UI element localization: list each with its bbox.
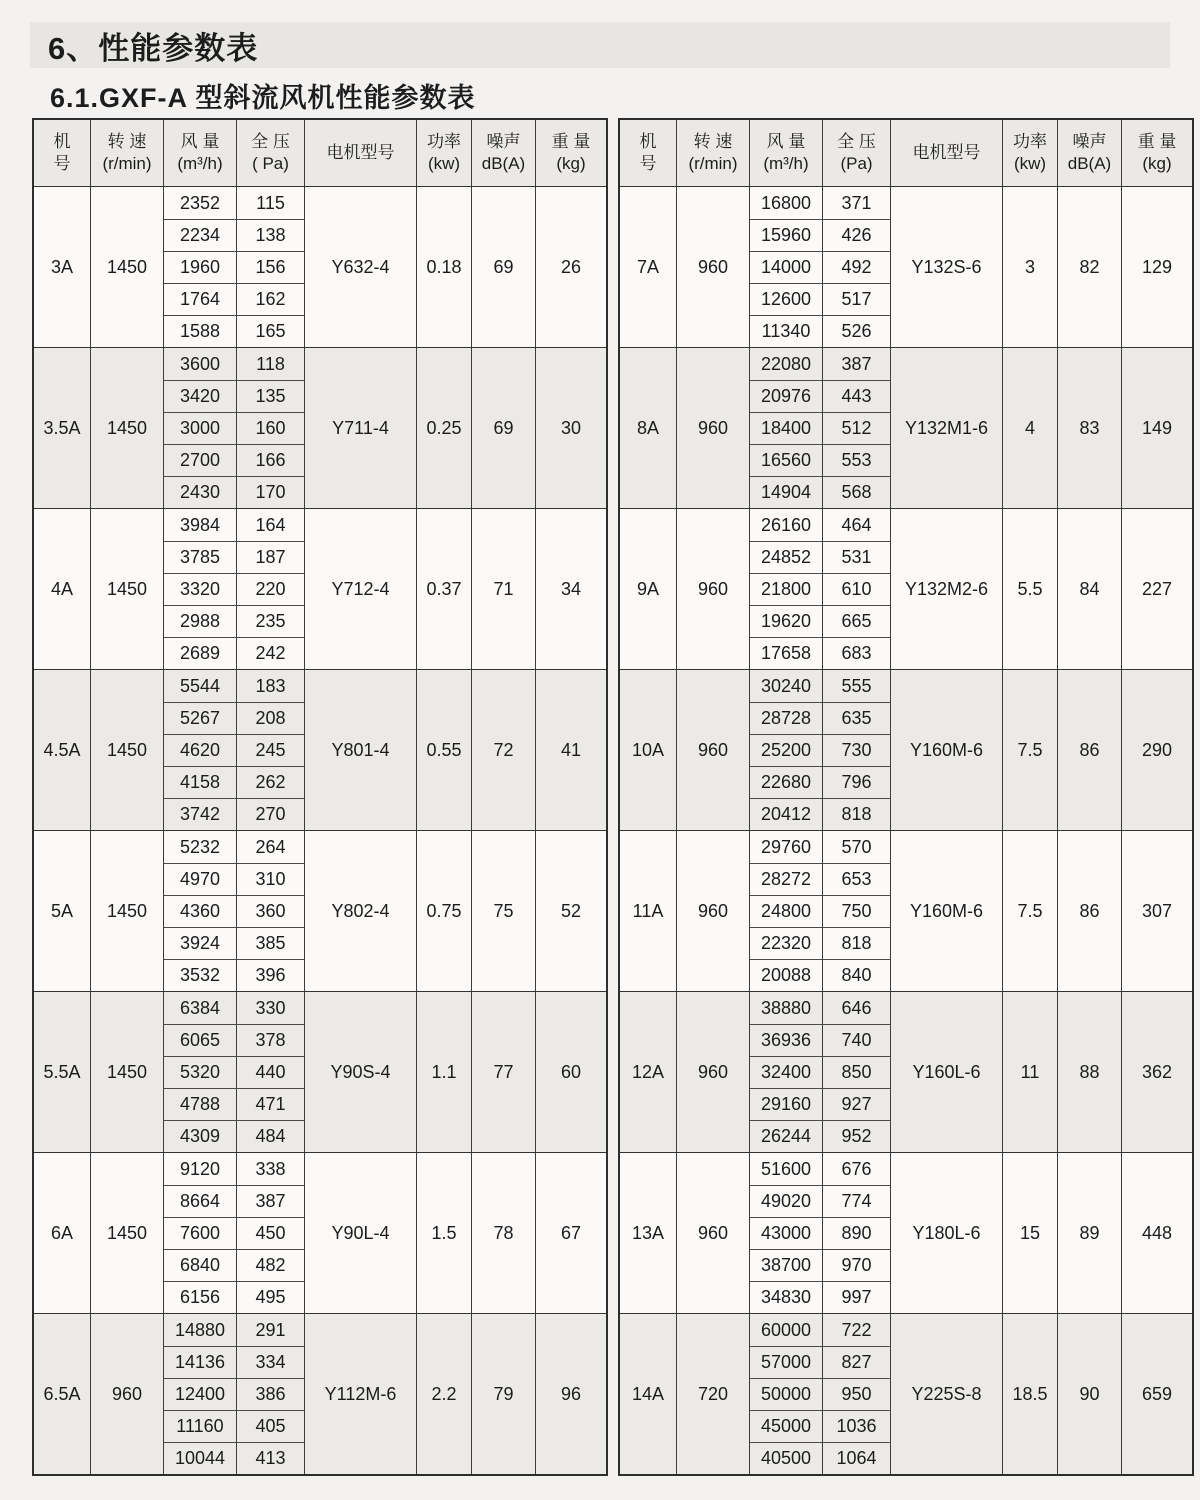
flow-cell: 3984: [164, 509, 237, 541]
pressure-cell: 264: [237, 831, 305, 863]
flow-cell: 11340: [750, 315, 823, 347]
flow-cell: 38700: [750, 1249, 823, 1281]
pressure-cell: 183: [237, 670, 305, 702]
flow-cell: 57000: [750, 1346, 823, 1378]
speed-cell: 1450: [91, 187, 164, 347]
noise-cell: 75: [472, 831, 536, 991]
pressure-cell: 827: [823, 1346, 891, 1378]
flow-cell: 4970: [164, 863, 237, 895]
flow-cell: 28728: [750, 702, 823, 734]
model-block-10A: [620, 669, 1192, 830]
pressure-cell: 338: [237, 1153, 305, 1185]
power-cell: 7.5: [1003, 670, 1058, 830]
motor-cell: Y712-4: [305, 509, 417, 669]
flow-cell: 34830: [750, 1281, 823, 1313]
noise-cell: 69: [472, 348, 536, 508]
speed-cell: 720: [677, 1314, 750, 1474]
flow-cell: 12400: [164, 1378, 237, 1410]
noise-cell: 71: [472, 509, 536, 669]
motor-cell: Y711-4: [305, 348, 417, 508]
power-cell: 0.25: [417, 348, 472, 508]
flow-cell: 9120: [164, 1153, 237, 1185]
pressure-cell: 387: [823, 348, 891, 380]
pressure-cell: 495: [237, 1281, 305, 1313]
model-cell: 6A: [34, 1153, 91, 1313]
weight-cell: 227: [1141, 578, 1173, 599]
motor-cell: Y160M-6: [891, 831, 1003, 991]
model-cell: 11A: [620, 831, 677, 991]
speed-cell: 960: [677, 670, 750, 830]
pressure-cell: 386: [237, 1378, 305, 1410]
model-cell: 6.5A: [34, 1314, 91, 1474]
pressure-cell: 385: [237, 927, 305, 959]
weight-cell: 34: [560, 578, 582, 599]
noise-cell: 79: [472, 1314, 536, 1474]
pressure-cell: 450: [237, 1217, 305, 1249]
flow-cell: 19620: [750, 605, 823, 637]
performance-table-left: [32, 118, 608, 1476]
speed-cell: 1450: [91, 670, 164, 830]
flow-cell: 3600: [164, 348, 237, 380]
model-cell: 3.5A: [34, 348, 91, 508]
pressure-cell: 387: [237, 1185, 305, 1217]
header-motor: 电机型号: [305, 120, 417, 186]
flow-cell: 2700: [164, 444, 237, 476]
pressure-cell: 242: [237, 637, 305, 669]
pressure-cell: 378: [237, 1024, 305, 1056]
header-power: 功率 (kw): [417, 120, 472, 186]
pressure-cell: 950: [823, 1378, 891, 1410]
speed-cell: 1450: [91, 1153, 164, 1313]
speed-cell: 1450: [91, 509, 164, 669]
pressure-cell: 170: [237, 476, 305, 508]
model-block-13A: [620, 1152, 1192, 1313]
pressure-cell: 970: [823, 1249, 891, 1281]
pressure-cell: 245: [237, 734, 305, 766]
pressure-cell: 568: [823, 476, 891, 508]
table-header-row: [34, 120, 606, 187]
flow-cell: 5232: [164, 831, 237, 863]
pressure-cell: 165: [237, 315, 305, 347]
flow-cell: 25200: [750, 734, 823, 766]
flow-cell: 12600: [750, 283, 823, 315]
flow-cell: 11160: [164, 1410, 237, 1442]
speed-cell: 960: [677, 831, 750, 991]
weight-cell: 307: [1141, 900, 1173, 921]
noise-cell: 77: [472, 992, 536, 1152]
flow-cell: 3924: [164, 927, 237, 959]
pressure-cell: 646: [823, 992, 891, 1024]
flow-cell: 3742: [164, 798, 237, 830]
pressure-cell: 162: [237, 283, 305, 315]
flow-cell: 17658: [750, 637, 823, 669]
noise-cell: 82: [1058, 187, 1122, 347]
pressure-cell: 484: [237, 1120, 305, 1152]
pressure-cell: 774: [823, 1185, 891, 1217]
power-cell: 7.5: [1003, 831, 1058, 991]
flow-cell: 10044: [164, 1442, 237, 1474]
model-block-9A: [620, 508, 1192, 669]
flow-cell: 14000: [750, 251, 823, 283]
flow-cell: 30240: [750, 670, 823, 702]
pressure-cell: 166: [237, 444, 305, 476]
pressure-cell: 471: [237, 1088, 305, 1120]
pressure-cell: 118: [237, 348, 305, 380]
noise-cell: 90: [1058, 1314, 1122, 1474]
model-cell: 3A: [34, 187, 91, 347]
flow-cell: 22680: [750, 766, 823, 798]
flow-cell: 14880: [164, 1314, 237, 1346]
pressure-cell: 840: [823, 959, 891, 991]
performance-tables: [32, 118, 1194, 1476]
table-header-row: [620, 120, 1192, 187]
model-cell: 7A: [620, 187, 677, 347]
flow-cell: 50000: [750, 1378, 823, 1410]
motor-cell: Y801-4: [305, 670, 417, 830]
header-model: 机 号: [34, 120, 91, 186]
flow-cell: 1588: [164, 315, 237, 347]
motor-cell: Y632-4: [305, 187, 417, 347]
pressure-cell: 952: [823, 1120, 891, 1152]
header-speed: 转 速 (r/min): [91, 120, 164, 186]
flow-cell: 6384: [164, 992, 237, 1024]
power-cell: 3: [1003, 187, 1058, 347]
pressure-cell: 526: [823, 315, 891, 347]
pressure-cell: 553: [823, 444, 891, 476]
pressure-cell: 517: [823, 283, 891, 315]
power-cell: 2.2: [417, 1314, 472, 1474]
motor-cell: Y132S-6: [891, 187, 1003, 347]
model-cell: 14A: [620, 1314, 677, 1474]
flow-cell: 3320: [164, 573, 237, 605]
flow-cell: 24852: [750, 541, 823, 573]
flow-cell: 36936: [750, 1024, 823, 1056]
pressure-cell: 135: [237, 380, 305, 412]
flow-cell: 1764: [164, 283, 237, 315]
flow-cell: 2430: [164, 476, 237, 508]
header-power: 功率 (kw): [1003, 120, 1058, 186]
motor-cell: Y90L-4: [305, 1153, 417, 1313]
pressure-cell: 330: [237, 992, 305, 1024]
header-noise: 噪声 dB(A): [472, 120, 536, 186]
pressure-cell: 653: [823, 863, 891, 895]
header-flow: 风 量 (m³/h): [750, 120, 823, 186]
flow-cell: 20412: [750, 798, 823, 830]
flow-cell: 29760: [750, 831, 823, 863]
model-cell: 4.5A: [34, 670, 91, 830]
power-cell: 0.37: [417, 509, 472, 669]
pressure-cell: 371: [823, 187, 891, 219]
pressure-cell: 890: [823, 1217, 891, 1249]
flow-cell: 32400: [750, 1056, 823, 1088]
pressure-cell: 164: [237, 509, 305, 541]
weight-cell: 67: [560, 1222, 582, 1243]
pressure-cell: 310: [237, 863, 305, 895]
motor-cell: Y160L-6: [891, 992, 1003, 1152]
model-block-8A: [620, 347, 1192, 508]
flow-cell: 15960: [750, 219, 823, 251]
pressure-cell: 730: [823, 734, 891, 766]
flow-cell: 4620: [164, 734, 237, 766]
model-block-3A: [34, 187, 606, 347]
pressure-cell: 555: [823, 670, 891, 702]
pressure-cell: 492: [823, 251, 891, 283]
flow-cell: 18400: [750, 412, 823, 444]
flow-cell: 26160: [750, 509, 823, 541]
flow-cell: 21800: [750, 573, 823, 605]
header-noise: 噪声 dB(A): [1058, 120, 1122, 186]
pressure-cell: 683: [823, 637, 891, 669]
flow-cell: 22080: [750, 348, 823, 380]
model-block-14A: [620, 1313, 1192, 1474]
noise-cell: 86: [1058, 670, 1122, 830]
flow-cell: 6156: [164, 1281, 237, 1313]
speed-cell: 960: [677, 992, 750, 1152]
pressure-cell: 531: [823, 541, 891, 573]
pressure-cell: 187: [237, 541, 305, 573]
flow-cell: 22320: [750, 927, 823, 959]
flow-cell: 4158: [164, 766, 237, 798]
flow-cell: 3420: [164, 380, 237, 412]
pressure-cell: 443: [823, 380, 891, 412]
flow-cell: 51600: [750, 1153, 823, 1185]
pressure-cell: 750: [823, 895, 891, 927]
weight-cell: 52: [560, 900, 582, 921]
pressure-cell: 818: [823, 798, 891, 830]
flow-cell: 2352: [164, 187, 237, 219]
motor-cell: Y90S-4: [305, 992, 417, 1152]
weight-cell: 60: [560, 1061, 582, 1082]
motor-cell: Y802-4: [305, 831, 417, 991]
model-cell: 10A: [620, 670, 677, 830]
noise-cell: 84: [1058, 509, 1122, 669]
power-cell: 5.5: [1003, 509, 1058, 669]
model-block-4A: [34, 508, 606, 669]
weight-cell: 290: [1141, 739, 1173, 760]
pressure-cell: 1064: [823, 1442, 891, 1474]
pressure-cell: 740: [823, 1024, 891, 1056]
flow-cell: 14904: [750, 476, 823, 508]
flow-cell: 4360: [164, 895, 237, 927]
noise-cell: 72: [472, 670, 536, 830]
header-weight: 重 量 (kg): [551, 131, 591, 173]
model-block-4.5A: [34, 669, 606, 830]
pressure-cell: 512: [823, 412, 891, 444]
model-block-5A: [34, 830, 606, 991]
model-cell: 8A: [620, 348, 677, 508]
flow-cell: 1960: [164, 251, 237, 283]
flow-cell: 5544: [164, 670, 237, 702]
pressure-cell: 405: [237, 1410, 305, 1442]
weight-cell: 149: [1141, 417, 1173, 438]
flow-cell: 5320: [164, 1056, 237, 1088]
speed-cell: 960: [677, 187, 750, 347]
pressure-cell: 440: [237, 1056, 305, 1088]
flow-cell: 6840: [164, 1249, 237, 1281]
flow-cell: 5267: [164, 702, 237, 734]
pressure-cell: 570: [823, 831, 891, 863]
performance-table-right: [618, 118, 1194, 1476]
pressure-cell: 426: [823, 219, 891, 251]
pressure-cell: 818: [823, 927, 891, 959]
pressure-cell: 156: [237, 251, 305, 283]
model-block-5.5A: [34, 991, 606, 1152]
flow-cell: 20976: [750, 380, 823, 412]
model-cell: 5.5A: [34, 992, 91, 1152]
power-cell: 11: [1003, 992, 1058, 1152]
power-cell: 0.18: [417, 187, 472, 347]
flow-cell: 3785: [164, 541, 237, 573]
weight-cell: 41: [560, 739, 582, 760]
pressure-cell: 482: [237, 1249, 305, 1281]
header-motor: 电机型号: [891, 120, 1003, 186]
pressure-cell: 413: [237, 1442, 305, 1474]
weight-cell: 96: [560, 1383, 582, 1404]
motor-cell: Y160M-6: [891, 670, 1003, 830]
flow-cell: 2234: [164, 219, 237, 251]
flow-cell: 60000: [750, 1314, 823, 1346]
pressure-cell: 115: [237, 187, 305, 219]
speed-cell: 960: [91, 1314, 164, 1474]
motor-cell: Y132M2-6: [891, 509, 1003, 669]
model-cell: 5A: [34, 831, 91, 991]
power-cell: 18.5: [1003, 1314, 1058, 1474]
pressure-cell: 235: [237, 605, 305, 637]
flow-cell: 29160: [750, 1088, 823, 1120]
header-pressure: 全 压 ( Pa): [237, 120, 305, 186]
model-block-12A: [620, 991, 1192, 1152]
flow-cell: 26244: [750, 1120, 823, 1152]
weight-cell: 659: [1141, 1383, 1173, 1404]
flow-cell: 16560: [750, 444, 823, 476]
pressure-cell: 360: [237, 895, 305, 927]
weight-cell: 26: [560, 256, 582, 277]
pressure-cell: 635: [823, 702, 891, 734]
power-cell: 1.1: [417, 992, 472, 1152]
noise-cell: 89: [1058, 1153, 1122, 1313]
header-weight: 重 量 (kg): [1137, 131, 1177, 173]
noise-cell: 78: [472, 1153, 536, 1313]
pressure-cell: 396: [237, 959, 305, 991]
pressure-cell: 665: [823, 605, 891, 637]
header-model: 机 号: [620, 120, 677, 186]
power-cell: 1.5: [417, 1153, 472, 1313]
pressure-cell: 850: [823, 1056, 891, 1088]
pressure-cell: 270: [237, 798, 305, 830]
speed-cell: 1450: [91, 992, 164, 1152]
motor-cell: Y112M-6: [305, 1314, 417, 1474]
speed-cell: 1450: [91, 831, 164, 991]
flow-cell: 7600: [164, 1217, 237, 1249]
power-cell: 0.75: [417, 831, 472, 991]
model-cell: 4A: [34, 509, 91, 669]
speed-cell: 960: [677, 348, 750, 508]
weight-cell: 448: [1141, 1222, 1173, 1243]
model-block-3.5A: [34, 347, 606, 508]
noise-cell: 83: [1058, 348, 1122, 508]
model-block-6.5A: [34, 1313, 606, 1474]
pressure-cell: 262: [237, 766, 305, 798]
pressure-cell: 997: [823, 1281, 891, 1313]
flow-cell: 3532: [164, 959, 237, 991]
pressure-cell: 160: [237, 412, 305, 444]
pressure-cell: 722: [823, 1314, 891, 1346]
header-flow: 风 量 (m³/h): [164, 120, 237, 186]
flow-cell: 14136: [164, 1346, 237, 1378]
motor-cell: Y180L-6: [891, 1153, 1003, 1313]
noise-cell: 88: [1058, 992, 1122, 1152]
flow-cell: 2689: [164, 637, 237, 669]
model-cell: 12A: [620, 992, 677, 1152]
flow-cell: 24800: [750, 895, 823, 927]
weight-cell: 362: [1141, 1061, 1173, 1082]
motor-cell: Y132M1-6: [891, 348, 1003, 508]
flow-cell: 4309: [164, 1120, 237, 1152]
weight-cell: 129: [1141, 256, 1173, 277]
weight-cell: 30: [560, 417, 582, 438]
flow-cell: 49020: [750, 1185, 823, 1217]
power-cell: 4: [1003, 348, 1058, 508]
pressure-cell: 220: [237, 573, 305, 605]
model-block-7A: [620, 187, 1192, 347]
pressure-cell: 610: [823, 573, 891, 605]
page-subtitle: 6.1.GXF-A 型斜流风机性能参数表: [50, 83, 476, 113]
flow-cell: 40500: [750, 1442, 823, 1474]
section-title-band: [30, 22, 1170, 68]
flow-cell: 3000: [164, 412, 237, 444]
pressure-cell: 208: [237, 702, 305, 734]
flow-cell: 45000: [750, 1410, 823, 1442]
model-cell: 9A: [620, 509, 677, 669]
pressure-cell: 796: [823, 766, 891, 798]
flow-cell: 2988: [164, 605, 237, 637]
page-title: 6、性能参数表: [48, 30, 259, 66]
flow-cell: 4788: [164, 1088, 237, 1120]
header-pressure: 全 压 (Pa): [823, 120, 891, 186]
pressure-cell: 927: [823, 1088, 891, 1120]
pressure-cell: 464: [823, 509, 891, 541]
power-cell: 0.55: [417, 670, 472, 830]
noise-cell: 86: [1058, 831, 1122, 991]
flow-cell: 43000: [750, 1217, 823, 1249]
flow-cell: 28272: [750, 863, 823, 895]
model-block-11A: [620, 830, 1192, 991]
model-cell: 13A: [620, 1153, 677, 1313]
flow-cell: 8664: [164, 1185, 237, 1217]
speed-cell: 960: [677, 1153, 750, 1313]
speed-cell: 1450: [91, 348, 164, 508]
pressure-cell: 138: [237, 219, 305, 251]
pressure-cell: 676: [823, 1153, 891, 1185]
flow-cell: 16800: [750, 187, 823, 219]
flow-cell: 20088: [750, 959, 823, 991]
motor-cell: Y225S-8: [891, 1314, 1003, 1474]
pressure-cell: 334: [237, 1346, 305, 1378]
power-cell: 15: [1003, 1153, 1058, 1313]
pressure-cell: 291: [237, 1314, 305, 1346]
pressure-cell: 1036: [823, 1410, 891, 1442]
model-block-6A: [34, 1152, 606, 1313]
flow-cell: 6065: [164, 1024, 237, 1056]
noise-cell: 69: [472, 187, 536, 347]
flow-cell: 38880: [750, 992, 823, 1024]
speed-cell: 960: [677, 509, 750, 669]
header-speed: 转 速 (r/min): [677, 120, 750, 186]
